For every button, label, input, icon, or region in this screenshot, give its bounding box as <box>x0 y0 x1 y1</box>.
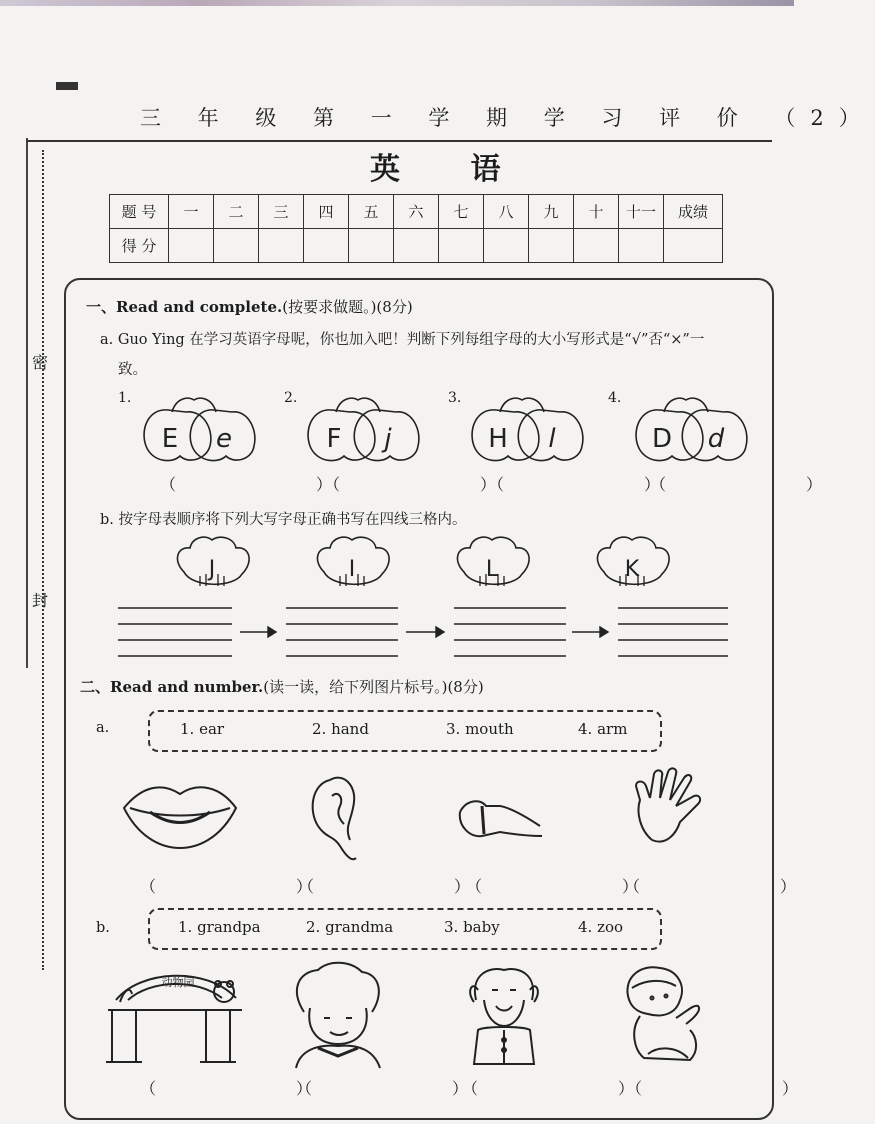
score-header-cell: 成绩 <box>664 195 723 229</box>
upper-letter: F <box>326 424 342 454</box>
word-option: 4. zoo <box>578 918 624 936</box>
answer-blank[interactable]: （ ） <box>298 877 507 896</box>
seal-char-mi: 密 <box>32 353 49 372</box>
answer-blank[interactable]: （ ） <box>140 1079 349 1098</box>
score-header-cell: 五 <box>349 195 394 229</box>
answer-blank[interactable]: （ ） <box>466 877 675 896</box>
score-header-cell: 八 <box>484 195 529 229</box>
score-row-label: 得 分 <box>110 229 169 263</box>
word-option: 2. grandma <box>306 918 394 936</box>
score-header-cell: 六 <box>394 195 439 229</box>
word-option: 3. baby <box>444 918 500 936</box>
answer-blank[interactable]: （ ） <box>160 475 369 494</box>
section2-title-en: 二、Read and number. <box>80 678 264 696</box>
section1a-instruction-cont: 致。 <box>118 362 147 378</box>
score-header-cell: 十一 <box>619 195 664 229</box>
section1a-instruction: a. Guo Ying 在学习英语字母呢，你也加入吧！判断下列每组字母的大小写形式是“√”否“×”一 <box>100 332 705 348</box>
score-header-cell: 三 <box>259 195 304 229</box>
score-header-cell: 题 号 <box>110 195 169 229</box>
shell-letter: I <box>348 557 356 582</box>
item-number: 4. <box>608 390 622 406</box>
word-option: 4. arm <box>578 720 628 738</box>
answer-blank[interactable]: （ ） <box>626 1079 835 1098</box>
subject-title: 英 语 <box>370 152 531 187</box>
section1b-instruction: b. 按字母表顺序将下列大写字母正确书写在四线三格内。 <box>100 512 467 528</box>
baby-picture <box>627 967 699 1060</box>
score-header-cell: 四 <box>304 195 349 229</box>
answer-blank[interactable]: （ ） <box>650 475 859 494</box>
lower-letter: l <box>548 424 556 454</box>
section1-title-en: 一、Read and complete. <box>86 298 283 316</box>
lower-letter: e <box>216 424 232 454</box>
grandma-picture <box>296 963 380 1068</box>
section2-title-cn: (读一读，给下列图片标号。)(8分) <box>263 678 484 696</box>
item-number: 3. <box>448 390 462 406</box>
item-number: 2. <box>284 390 298 406</box>
item-number: 1. <box>118 390 132 406</box>
section1-title-cn: (按要求做题。)(8分) <box>282 298 413 316</box>
answer-blank[interactable]: （ ） <box>140 877 349 896</box>
grandpa-picture <box>470 969 538 1064</box>
answer-blank[interactable]: （ ） <box>488 475 697 494</box>
upper-letter: D <box>651 424 673 454</box>
answer-blank[interactable]: （ ） <box>324 475 533 494</box>
score-header-cell: 七 <box>439 195 484 229</box>
seal-char-feng: 封 <box>32 591 49 610</box>
word-option: 1. ear <box>180 720 225 738</box>
word-option: 2. hand <box>312 720 369 738</box>
shell-letter: K <box>624 557 640 582</box>
lower-letter: j <box>384 424 392 454</box>
score-header-cell: 九 <box>529 195 574 229</box>
score-header-cell: 一 <box>169 195 214 229</box>
word-option: 1. grandpa <box>178 918 261 936</box>
section2a-label: a. <box>96 720 110 736</box>
section2b-label: b. <box>96 920 110 936</box>
answer-blank[interactable]: （ ） <box>624 877 833 896</box>
lower-letter: d <box>707 424 725 454</box>
shell-letter: L <box>485 557 499 582</box>
score-header-cell: 二 <box>214 195 259 229</box>
answer-blank[interactable]: （ ） <box>462 1079 671 1098</box>
word-option: 3. mouth <box>446 720 514 738</box>
shell-letter: J <box>208 557 216 582</box>
upper-letter: E <box>161 424 179 454</box>
answer-blank[interactable]: （ ） <box>296 1079 505 1098</box>
page-title: 三 年 级 第 一 学 期 学 习 评 价 （2） <box>140 106 875 130</box>
upper-letter: H <box>488 424 508 454</box>
zoo-sign-text: 动物园 <box>161 976 195 989</box>
score-header-cell: 十 <box>574 195 619 229</box>
